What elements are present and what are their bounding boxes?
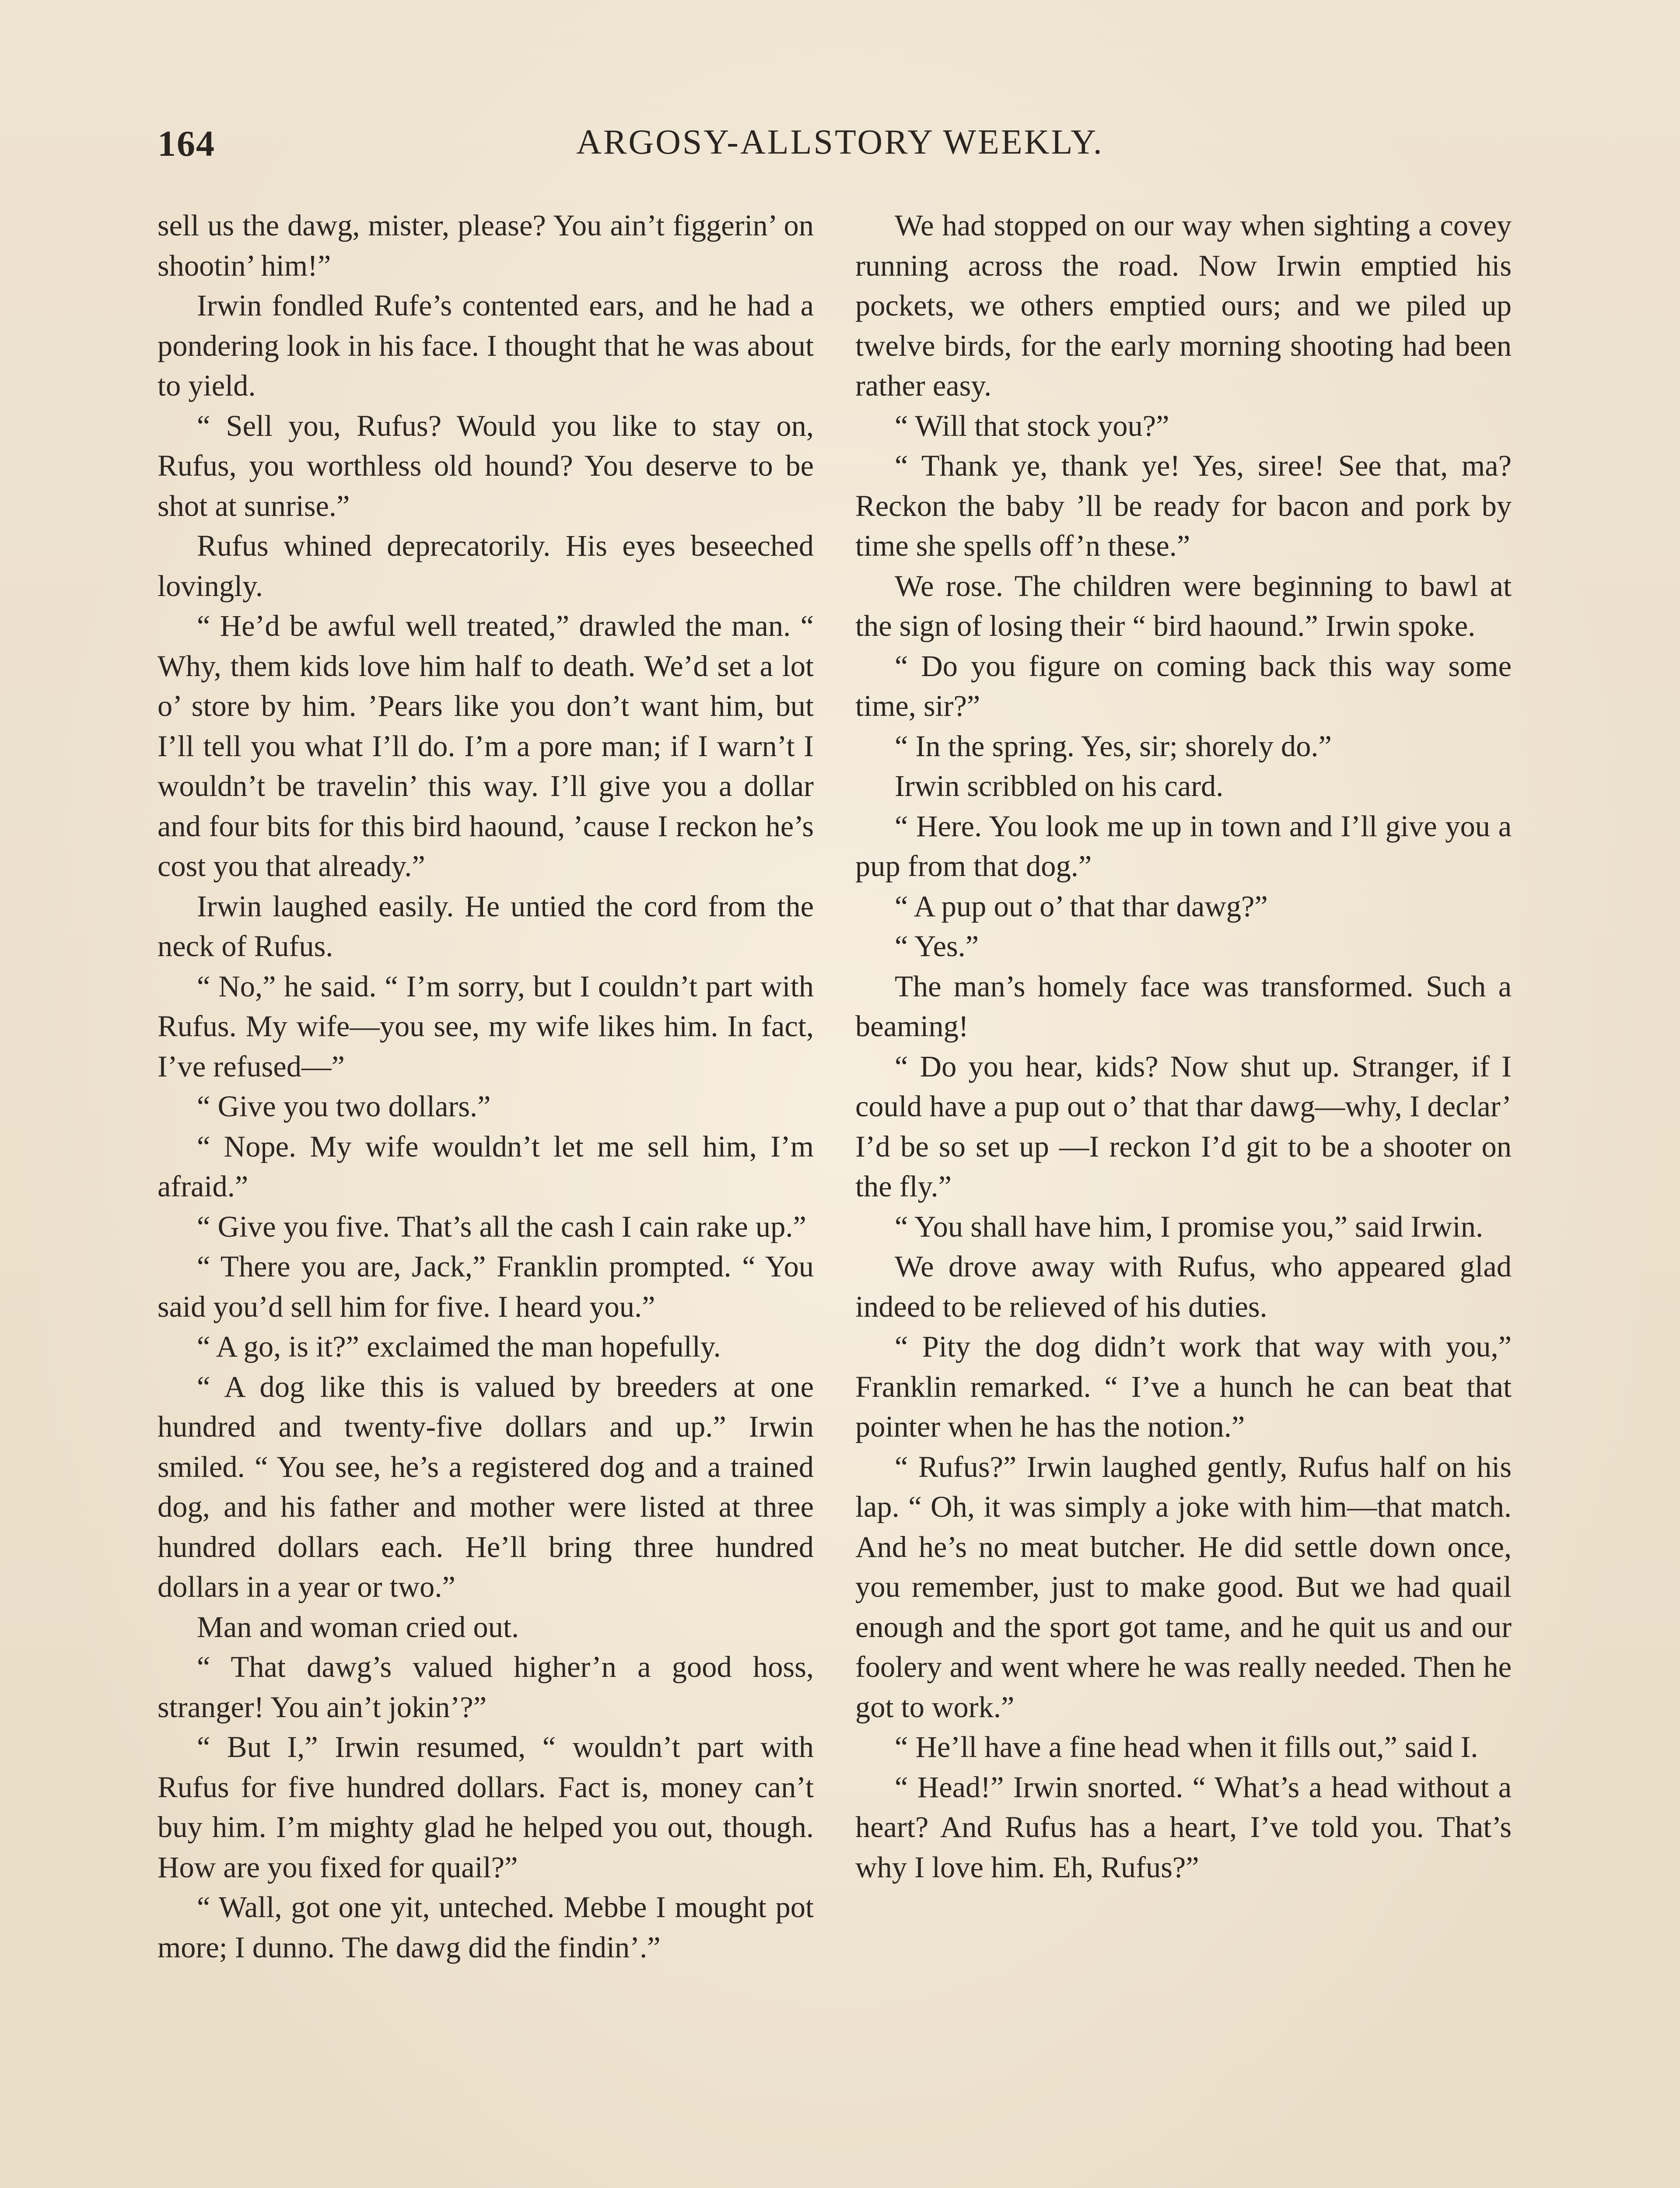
paragraph: “ Thank ye, thank ye! Yes, siree! See that, ma? Reckon the baby ’ll be ready for bacon and pork by time she spells off’n these.” [855,449,1512,562]
paragraph: Irwin fondled Rufe’s contented ears, and he had a pondering look in his face. I thought that he was about to yield. [158,289,814,402]
paragraph: “ No,” he said. “ I’m sorry, but I couldn’t part with Rufus. My wife—you see, my wife likes him. In fact, I’ve refused—” [158,969,814,1083]
paragraph: “ A pup out o’ that thar dawg?” [895,889,1268,923]
paragraph: “ In the spring. Yes, sir; shorely do.” [895,729,1332,763]
paragraph: “ A go, is it?” exclaimed the man hopefully. [197,1330,721,1363]
paragraph: “ Nope. My wife wouldn’t let me sell him, I’m afraid.” [158,1129,814,1203]
paragraph: “ Rufus?” Irwin laughed gently, Rufus half on his lap. “ Oh, it was simply a joke with him—that match. And he’s no meat butcher. He did settle down once, you remember, just to make good. But we had quail enough and the sport got tame, and he quit us and our foolery and went where he was really needed. Then he got to work.” [855,1450,1512,1724]
paragraph: “ He’d be awful well treated,” drawled the man. “ Why, them kids love him half to death. We’d set a lot o’ store by him. ’Pears like you don’t want him, but I’ll tell you what I’ll do. I’m a pore man; if I warn’t I wouldn’t be travelin’ this way. I’ll give you a dollar and four bits for this bird haound, ’cause I reckon he’s cost you that already.” [158,609,814,883]
paragraph: “ Do you figure on coming back this way some time, sir?” [855,649,1512,722]
paragraph: “ Here. You look me up in town and I’ll give you a pup from that dog.” [855,809,1512,883]
paragraph: “ Head!” Irwin snorted. “ What’s a head without a heart? And Rufus has a heart, I’ve told you. That’s why I love him. Eh, Rufus?” [855,1770,1512,1884]
paragraph: “ Wall, got one yit, unteched. Mebbe I mought pot more; I dunno. The dawg did the findin’.” [158,1890,814,1964]
paragraph: “ That dawg’s valued higher’n a good hoss, stranger! You ain’t jokin’?” [158,1650,814,1724]
paragraph: “ Do you hear, kids? Now shut up. Stranger, if I could have a pup out o’ that thar dawg—why, I declar’ I’d be so set up —I reckon I’d git to be a shooter on the fly.” [855,1049,1512,1203]
paragraph: The man’s homely face was transformed. Such a beaming! [855,969,1512,1043]
paragraph: Irwin scribbled on his card. [895,769,1224,803]
paragraph: “ He’ll have a fine head when it fills out,” said I. [895,1730,1478,1764]
paragraph: “ Sell you, Rufus? Would you like to stay on, Rufus, you worthless old hound? You deserve to be shot at sunrise.” [158,409,814,522]
paragraph: Man and woman cried out. [197,1610,519,1644]
paragraph: “ A dog like this is valued by breeders at one hundred and twenty-five dollars and up.” Irwin smiled. “ You see, he’s a registered dog and a trained dog, and his father and mother were listed at three hundred dollars each. He’ll bring three hundred dollars in a year or two.” [158,1370,814,1603]
paragraph: “ Pity the dog didn’t work that way with you,” Franklin remarked. “ I’ve a hunch he can beat that pointer when he has the notion.” [855,1330,1512,1443]
paragraph: “ Give you two dollars.” [197,1090,491,1123]
paragraph: “ But I,” Irwin resumed, “ wouldn’t part with Rufus for five hundred dollars. Fact is, money can’t buy him. I’m mighty glad he helped you out, though. How are you fixed for quail?” [158,1730,814,1884]
left-column [158,206,814,1967]
paragraph: “ Give you five. That’s all the cash I cain rake up.” [197,1210,806,1243]
paragraph: “ You shall have him, I promise you,” said Irwin. [895,1210,1484,1243]
paragraph: Irwin laughed easily. He untied the cord from the neck of Rufus. [158,889,814,963]
paragraph: “ Yes.” [895,929,979,963]
paragraph: Rufus whined deprecatorily. His eyes beseeched lovingly. [158,529,814,603]
page-number: 164 [158,123,215,164]
right-column [855,206,1512,1887]
paragraph: We rose. The children were beginning to bawl at the sign of losing their “ bird haound.” Irwin spoke. [855,569,1512,642]
paragraph: “ There you are, Jack,” Franklin prompted. “ You said you’d sell him for five. I heard you.” [158,1250,814,1323]
paragraph: sell us the dawg, mister, please? You ain’t figgerin’ on shootin’ him!” [158,209,814,282]
paragraph: “ Will that stock you?” [895,409,1169,442]
page-header [158,123,1522,184]
paragraph: We drove away with Rufus, who appeared glad indeed to be relieved of his duties. [855,1250,1512,1323]
running-title: ARGOSY-ALLSTORY WEEKLY. [576,123,1104,161]
paragraph: We had stopped on our way when sighting a covey running across the road. Now Irwin emptied his pockets, we others emptied ours; and we piled up twelve birds, for the early morning shooting had been rather easy. [855,209,1512,402]
